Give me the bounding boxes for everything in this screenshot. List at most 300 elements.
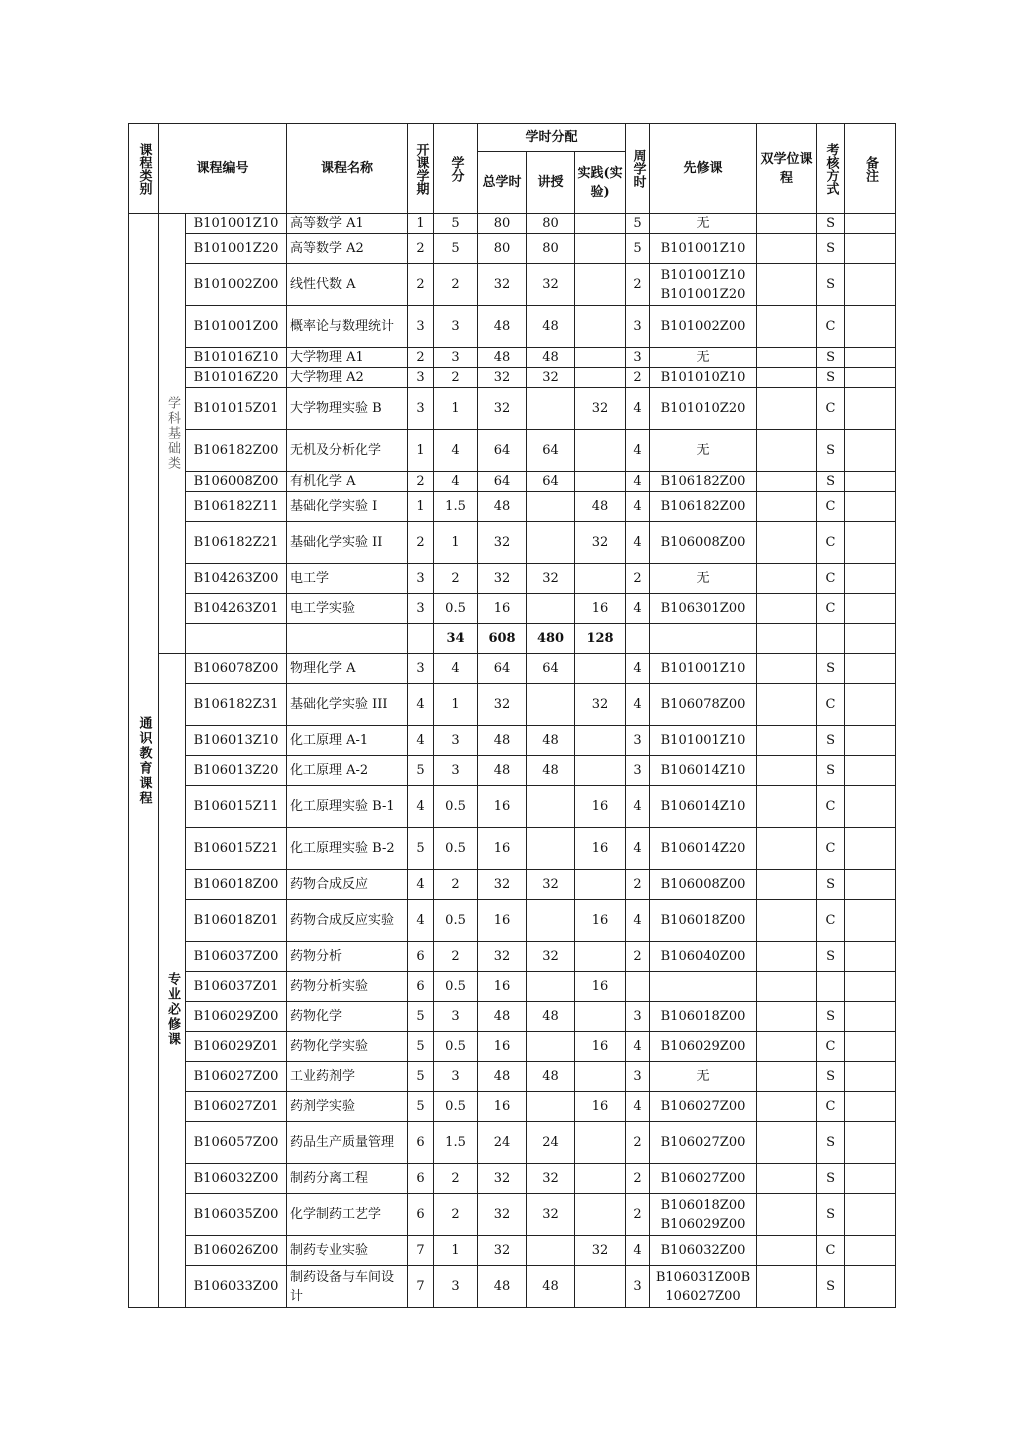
subtotal-dual (757, 624, 817, 654)
course-lecture-hours (527, 1092, 575, 1122)
course-credit: 3 (434, 1002, 478, 1032)
course-prereq: B106182Z00 (650, 472, 757, 492)
course-code: B106182Z21 (186, 522, 287, 564)
course-weekly-hours: 3 (626, 726, 650, 756)
table-row (129, 234, 896, 264)
course-name: 基础化学实验 II (287, 522, 408, 564)
course-prereq: 无 (650, 564, 757, 594)
course-credit: 3 (434, 726, 478, 756)
course-prereq: 无 (650, 1062, 757, 1092)
course-code: B106035Z00 (186, 1194, 287, 1236)
course-exam: S (817, 726, 845, 756)
course-dual-degree (757, 388, 817, 430)
course-semester: 5 (408, 756, 434, 786)
course-remark (845, 726, 896, 756)
course-lecture-hours (527, 1236, 575, 1266)
course-exam: C (817, 388, 845, 430)
course-dual-degree (757, 472, 817, 492)
course-weekly-hours: 4 (626, 654, 650, 684)
course-total-hours: 48 (478, 492, 527, 522)
table-row (129, 368, 896, 388)
course-total-hours: 48 (478, 348, 527, 368)
course-semester: 4 (408, 786, 434, 828)
course-remark (845, 942, 896, 972)
course-remark (845, 654, 896, 684)
table-row (129, 594, 896, 624)
course-lecture-hours (527, 900, 575, 942)
course-credit: 5 (434, 214, 478, 234)
course-weekly-hours: 4 (626, 492, 650, 522)
course-name: 工业药剂学 (287, 1062, 408, 1092)
course-weekly-hours: 3 (626, 1266, 650, 1308)
course-exam: S (817, 348, 845, 368)
course-name: 高等数学 A2 (287, 234, 408, 264)
course-exam: S (817, 870, 845, 900)
header-hours-group: 学时分配 (478, 124, 626, 152)
course-dual-degree (757, 564, 817, 594)
course-remark (845, 348, 896, 368)
course-lecture-hours (527, 684, 575, 726)
course-name: 物理化学 A (287, 654, 408, 684)
header-total-hours: 总学时 (478, 152, 527, 214)
course-name: 化学制药工艺学 (287, 1194, 408, 1236)
course-name: 药物化学实验 (287, 1032, 408, 1062)
course-remark (845, 388, 896, 430)
course-name: 药物分析 (287, 942, 408, 972)
course-credit: 0.5 (434, 1032, 478, 1062)
course-credit: 3 (434, 1266, 478, 1308)
course-lecture-hours: 80 (527, 234, 575, 264)
table-row (129, 1062, 896, 1092)
course-weekly-hours: 4 (626, 900, 650, 942)
course-dual-degree (757, 942, 817, 972)
course-remark (845, 1002, 896, 1032)
course-prereq: B106008Z00 (650, 522, 757, 564)
subtotal-code (186, 624, 287, 654)
course-prereq: B106029Z00 (650, 1032, 757, 1062)
course-practice-hours (575, 348, 626, 368)
course-name: 电工学 (287, 564, 408, 594)
course-lecture-hours (527, 522, 575, 564)
course-exam: C (817, 1236, 845, 1266)
course-weekly-hours: 2 (626, 1122, 650, 1164)
course-prereq: B106031Z00B 106027Z00 (650, 1266, 757, 1308)
course-weekly-hours: 2 (626, 1164, 650, 1194)
header-credit: 学分 (434, 124, 478, 214)
course-exam: S (817, 264, 845, 306)
course-name: 化工原理 A-2 (287, 756, 408, 786)
subtotal-prereq (650, 624, 757, 654)
course-dual-degree (757, 1266, 817, 1308)
course-weekly-hours: 4 (626, 522, 650, 564)
course-credit: 0.5 (434, 1092, 478, 1122)
course-practice-hours: 16 (575, 594, 626, 624)
table-row (129, 1032, 896, 1062)
course-semester: 1 (408, 430, 434, 472)
course-lecture-hours: 64 (527, 472, 575, 492)
course-prereq: B106014Z10 (650, 786, 757, 828)
course-weekly-hours: 3 (626, 1002, 650, 1032)
course-name: 高等数学 A1 (287, 214, 408, 234)
course-total-hours: 32 (478, 684, 527, 726)
course-semester: 4 (408, 726, 434, 756)
course-weekly-hours: 4 (626, 684, 650, 726)
course-weekly-hours: 2 (626, 368, 650, 388)
course-credit: 2 (434, 1194, 478, 1236)
course-credit: 4 (434, 430, 478, 472)
course-total-hours: 64 (478, 472, 527, 492)
course-prereq: B106078Z00 (650, 684, 757, 726)
course-total-hours: 32 (478, 522, 527, 564)
course-semester: 3 (408, 306, 434, 348)
course-practice-hours (575, 1266, 626, 1308)
course-weekly-hours: 5 (626, 214, 650, 234)
course-dual-degree (757, 756, 817, 786)
course-semester: 5 (408, 1092, 434, 1122)
course-exam: S (817, 756, 845, 786)
course-dual-degree (757, 972, 817, 1002)
course-practice-hours (575, 264, 626, 306)
course-practice-hours (575, 1062, 626, 1092)
course-practice-hours: 16 (575, 972, 626, 1002)
table-body (129, 214, 896, 1308)
course-total-hours: 16 (478, 1032, 527, 1062)
subtotal-row (129, 624, 896, 654)
course-credit: 4 (434, 472, 478, 492)
course-prereq: B106018Z00 (650, 900, 757, 942)
course-dual-degree (757, 726, 817, 756)
course-lecture-hours: 32 (527, 564, 575, 594)
course-remark (845, 1032, 896, 1062)
course-remark (845, 1062, 896, 1092)
course-code: B101002Z00 (186, 264, 287, 306)
table-row (129, 1122, 896, 1164)
course-lecture-hours: 48 (527, 726, 575, 756)
course-code: B106015Z21 (186, 828, 287, 870)
course-code: B106037Z00 (186, 942, 287, 972)
course-practice-hours: 32 (575, 522, 626, 564)
course-dual-degree (757, 492, 817, 522)
course-name: 药物合成反应 (287, 870, 408, 900)
course-credit: 2 (434, 264, 478, 306)
table-row (129, 522, 896, 564)
course-semester: 5 (408, 1062, 434, 1092)
course-dual-degree (757, 264, 817, 306)
header-weekly: 周学时 (626, 124, 650, 214)
course-practice-hours (575, 214, 626, 234)
course-practice-hours: 16 (575, 900, 626, 942)
course-semester: 2 (408, 522, 434, 564)
course-remark (845, 264, 896, 306)
course-dual-degree (757, 786, 817, 828)
course-name: 电工学实验 (287, 594, 408, 624)
table-row (129, 654, 896, 684)
course-lecture-hours (527, 972, 575, 1002)
course-code: B106008Z00 (186, 472, 287, 492)
course-lecture-hours: 48 (527, 756, 575, 786)
course-lecture-hours: 80 (527, 214, 575, 234)
course-exam: S (817, 654, 845, 684)
course-semester: 7 (408, 1236, 434, 1266)
course-dual-degree (757, 1002, 817, 1032)
header-lecture: 讲授 (527, 152, 575, 214)
course-lecture-hours (527, 594, 575, 624)
course-total-hours: 32 (478, 1164, 527, 1194)
course-exam: S (817, 472, 845, 492)
course-weekly-hours: 4 (626, 1092, 650, 1122)
course-total-hours: 80 (478, 234, 527, 264)
course-credit: 2 (434, 942, 478, 972)
course-code: B106057Z00 (186, 1122, 287, 1164)
course-name: 药剂学实验 (287, 1092, 408, 1122)
category-main-cell: 通识教育课程 (129, 214, 159, 1308)
subtotal-exam (817, 624, 845, 654)
course-lecture-hours (527, 1032, 575, 1062)
course-lecture-hours: 48 (527, 1002, 575, 1032)
course-semester: 6 (408, 1122, 434, 1164)
table-row (129, 972, 896, 1002)
course-remark (845, 1266, 896, 1308)
table-row (129, 214, 896, 234)
course-exam: C (817, 594, 845, 624)
course-credit: 2 (434, 870, 478, 900)
course-total-hours: 32 (478, 1236, 527, 1266)
course-name: 有机化学 A (287, 472, 408, 492)
course-exam: S (817, 1122, 845, 1164)
course-dual-degree (757, 828, 817, 870)
course-credit: 2 (434, 368, 478, 388)
subtotal-remark (845, 624, 896, 654)
table-row (129, 786, 896, 828)
table-row (129, 900, 896, 942)
table-row (129, 1266, 896, 1308)
course-semester: 7 (408, 1266, 434, 1308)
course-credit: 3 (434, 306, 478, 348)
course-credit: 3 (434, 348, 478, 368)
course-code: B106078Z00 (186, 654, 287, 684)
course-semester: 3 (408, 388, 434, 430)
course-prereq: B101010Z20 (650, 388, 757, 430)
course-semester: 6 (408, 972, 434, 1002)
course-semester: 2 (408, 264, 434, 306)
course-remark (845, 1164, 896, 1194)
course-exam: C (817, 564, 845, 594)
course-total-hours: 16 (478, 1092, 527, 1122)
course-exam: S (817, 1002, 845, 1032)
course-code: B101001Z00 (186, 306, 287, 348)
course-dual-degree (757, 1122, 817, 1164)
course-total-hours: 32 (478, 942, 527, 972)
course-exam: C (817, 1092, 845, 1122)
course-lecture-hours: 32 (527, 1194, 575, 1236)
course-name: 大学物理 A1 (287, 348, 408, 368)
table-row (129, 726, 896, 756)
subtotal-lecture-hours: 480 (527, 624, 575, 654)
header-prereq: 先修课 (650, 124, 757, 214)
course-practice-hours (575, 1194, 626, 1236)
course-remark (845, 214, 896, 234)
course-exam (817, 972, 845, 1002)
course-remark (845, 492, 896, 522)
course-lecture-hours: 32 (527, 368, 575, 388)
course-dual-degree (757, 522, 817, 564)
course-credit: 1 (434, 1236, 478, 1266)
course-name: 概率论与数理统计 (287, 306, 408, 348)
course-credit: 5 (434, 234, 478, 264)
course-total-hours: 64 (478, 654, 527, 684)
course-prereq: B106014Z20 (650, 828, 757, 870)
course-dual-degree (757, 870, 817, 900)
course-exam: S (817, 1266, 845, 1308)
course-remark (845, 234, 896, 264)
course-practice-hours (575, 654, 626, 684)
course-semester: 4 (408, 684, 434, 726)
course-code: B106015Z11 (186, 786, 287, 828)
table-row (129, 472, 896, 492)
header-dual: 双学位课程 (757, 124, 817, 214)
course-code: B104263Z01 (186, 594, 287, 624)
course-semester: 1 (408, 492, 434, 522)
course-prereq: B106018Z00 B106029Z00 (650, 1194, 757, 1236)
course-practice-hours (575, 1122, 626, 1164)
course-exam: C (817, 1032, 845, 1062)
course-prereq: B106182Z00 (650, 492, 757, 522)
course-dual-degree (757, 1236, 817, 1266)
course-code: B106018Z01 (186, 900, 287, 942)
course-lecture-hours (527, 786, 575, 828)
subtotal-credit: 34 (434, 624, 478, 654)
course-name: 药物分析实验 (287, 972, 408, 1002)
course-credit: 3 (434, 756, 478, 786)
course-remark (845, 870, 896, 900)
course-total-hours: 48 (478, 1266, 527, 1308)
course-practice-hours: 32 (575, 388, 626, 430)
header-category: 课程类别 (129, 124, 159, 214)
table-row (129, 564, 896, 594)
course-practice-hours (575, 306, 626, 348)
course-remark (845, 972, 896, 1002)
course-credit: 2 (434, 564, 478, 594)
course-total-hours: 32 (478, 870, 527, 900)
course-exam: S (817, 368, 845, 388)
course-remark (845, 1236, 896, 1266)
course-dual-degree (757, 368, 817, 388)
course-prereq: B106032Z00 (650, 1236, 757, 1266)
group-label-cell: 专业必修课 (159, 654, 186, 1308)
course-lecture-hours: 48 (527, 1266, 575, 1308)
course-name: 药物化学 (287, 1002, 408, 1032)
course-semester: 2 (408, 472, 434, 492)
curriculum-table (128, 123, 896, 1308)
course-code: B106182Z11 (186, 492, 287, 522)
table-row (129, 388, 896, 430)
course-exam: S (817, 234, 845, 264)
header-semester: 开课学期 (408, 124, 434, 214)
table-row (129, 870, 896, 900)
course-credit: 0.5 (434, 594, 478, 624)
course-total-hours: 24 (478, 1122, 527, 1164)
course-semester: 2 (408, 234, 434, 264)
table-row (129, 1002, 896, 1032)
course-practice-hours: 16 (575, 786, 626, 828)
header-practice: 实践(实验) (575, 152, 626, 214)
course-code: B106018Z00 (186, 870, 287, 900)
course-name: 大学物理实验 B (287, 388, 408, 430)
course-name: 制药设备与车间设计 (287, 1266, 408, 1308)
table-row (129, 942, 896, 972)
course-code: B106037Z01 (186, 972, 287, 1002)
course-total-hours: 48 (478, 756, 527, 786)
course-name: 制药分离工程 (287, 1164, 408, 1194)
course-dual-degree (757, 214, 817, 234)
header-remark: 备注 (845, 124, 896, 214)
course-weekly-hours: 2 (626, 564, 650, 594)
subtotal-semester (408, 624, 434, 654)
header-exam: 考核方式 (817, 124, 845, 214)
course-code: B106013Z10 (186, 726, 287, 756)
course-total-hours: 32 (478, 564, 527, 594)
course-practice-hours (575, 472, 626, 492)
course-practice-hours: 16 (575, 1032, 626, 1062)
course-weekly-hours: 4 (626, 594, 650, 624)
table-row (129, 756, 896, 786)
course-semester: 5 (408, 1032, 434, 1062)
course-credit: 0.5 (434, 900, 478, 942)
course-lecture-hours (527, 492, 575, 522)
course-dual-degree (757, 430, 817, 472)
course-credit: 0.5 (434, 786, 478, 828)
course-weekly-hours: 4 (626, 1236, 650, 1266)
table-row (129, 684, 896, 726)
course-prereq: 无 (650, 348, 757, 368)
subtotal-name (287, 624, 408, 654)
course-code: B106029Z01 (186, 1032, 287, 1062)
course-weekly-hours (626, 972, 650, 1002)
course-dual-degree (757, 1062, 817, 1092)
course-exam: S (817, 1062, 845, 1092)
course-semester: 6 (408, 1164, 434, 1194)
course-code: B106027Z00 (186, 1062, 287, 1092)
table-row (129, 306, 896, 348)
course-lecture-hours: 48 (527, 306, 575, 348)
course-weekly-hours: 4 (626, 388, 650, 430)
course-prereq: B101001Z10 (650, 654, 757, 684)
course-total-hours: 48 (478, 1062, 527, 1092)
course-name: 大学物理 A2 (287, 368, 408, 388)
course-prereq: B106027Z00 (650, 1164, 757, 1194)
course-weekly-hours: 3 (626, 306, 650, 348)
table-row (129, 430, 896, 472)
course-prereq: B101001Z10 (650, 726, 757, 756)
course-remark (845, 368, 896, 388)
course-prereq: B101010Z10 (650, 368, 757, 388)
course-total-hours: 16 (478, 594, 527, 624)
course-code: B101001Z20 (186, 234, 287, 264)
course-name: 无机及分析化学 (287, 430, 408, 472)
course-credit: 1.5 (434, 1122, 478, 1164)
course-prereq: B106027Z00 (650, 1122, 757, 1164)
course-lecture-hours (527, 828, 575, 870)
course-name: 化工原理实验 B-2 (287, 828, 408, 870)
course-code: B101016Z20 (186, 368, 287, 388)
course-code: B106182Z31 (186, 684, 287, 726)
course-credit: 2 (434, 1164, 478, 1194)
course-code: B106032Z00 (186, 1164, 287, 1194)
course-practice-hours (575, 942, 626, 972)
course-exam: C (817, 828, 845, 870)
table-row (129, 828, 896, 870)
course-remark (845, 594, 896, 624)
